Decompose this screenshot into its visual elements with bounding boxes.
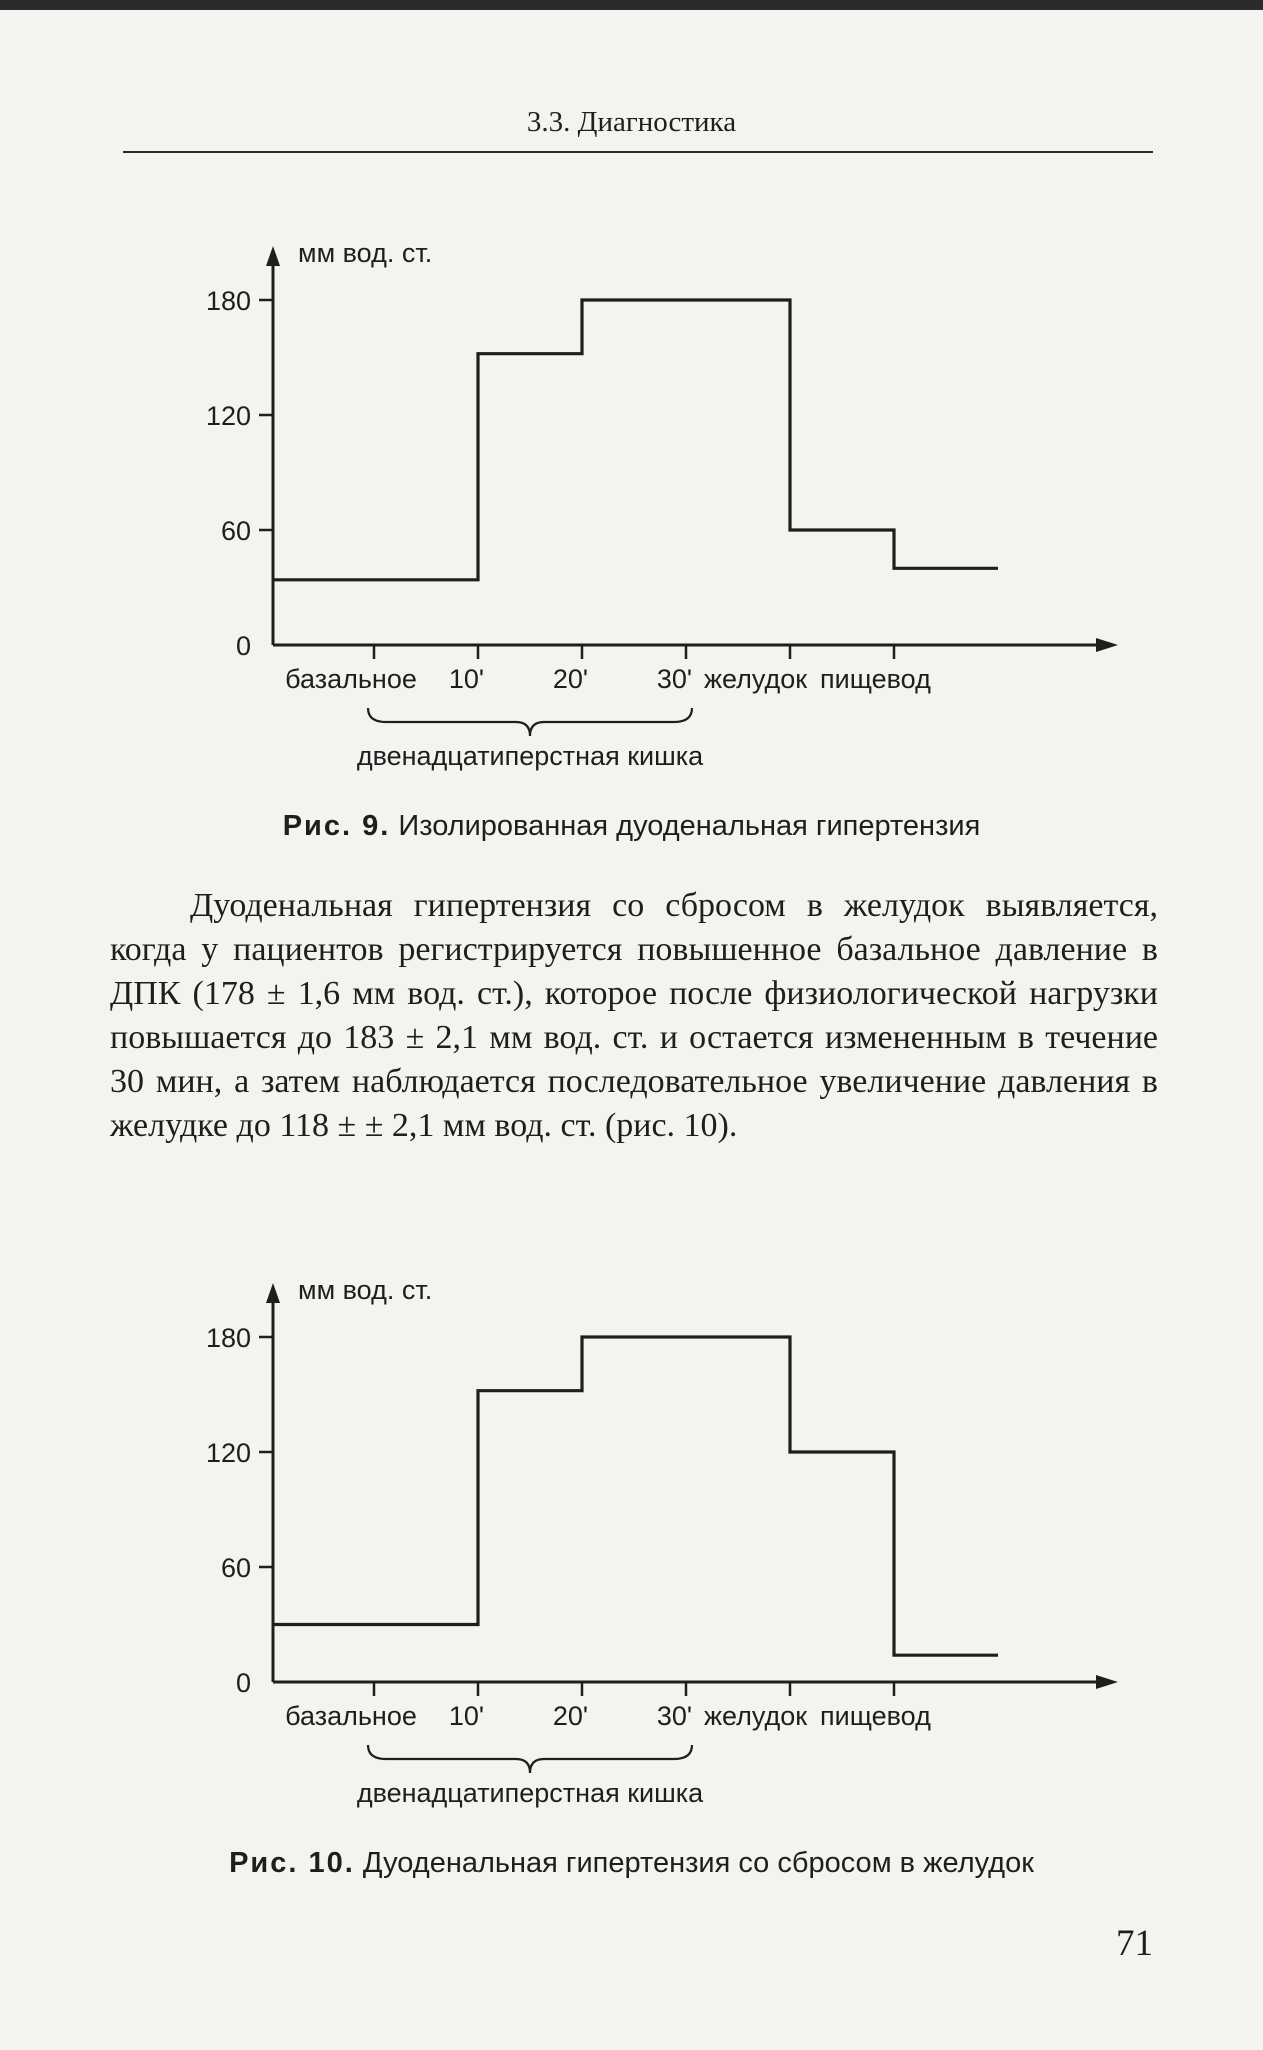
x-tick-label: 30' [656,664,692,694]
y-axis-arrow [266,246,280,266]
group-label: двенадцатиперстная кишка [356,741,704,771]
figure-10-caption-label: Рис. 10. [229,1847,355,1879]
figure-9-caption-label: Рис. 9. [282,810,391,842]
x-tick-label: пищевод [820,664,931,694]
y-tick-label: 180 [205,1323,251,1353]
x-tick-label: желудок [704,664,808,694]
y-tick-label: 0 [235,631,251,661]
body-paragraph: Дуоденальная гипертензия со сбросом в желудок выявляется, когда у пациентов регистрируется повышенное базальное давление в ДПК (178 ± 1,6 мм вод. ст.), которое после физиологической нагрузки повышается до 183 ± 2,1 мм вод. ст. и остается измененным в течение 30 мин, а затем наблюдается последовательное увеличение давления в желудке до 118 ± ± 2,1 мм вод. ст. (рис. 10). [110,887,1158,1144]
x-tick-label: 20' [552,1701,588,1731]
y-tick-label: 120 [205,401,251,431]
x-axis-arrow [1096,1675,1118,1689]
y-tick-label: 120 [205,1438,251,1468]
x-tick-label: базальное [285,664,417,694]
x-axis-arrow [1096,638,1118,652]
y-axis-arrow [266,1283,280,1303]
x-tick-label: 20' [552,664,588,694]
figure-9-caption-text: Изолированная дуоденальная гипертензия [398,810,981,842]
x-tick-label: 10' [448,664,484,694]
group-label: двенадцатиперстная кишка [356,1778,704,1808]
x-tick-label: пищевод [820,1701,931,1731]
page-number: 71 [1116,1923,1153,1964]
y-tick-label: 60 [220,516,251,546]
figure-10-caption [0,1847,1263,1880]
x-tick-label: 10' [448,1701,484,1731]
group-brace [368,1745,692,1773]
y-axis-label: мм вод. ст. [298,1275,433,1305]
figure-9-caption [0,810,1263,843]
step-series-line [273,1337,998,1655]
chart-figure-9 [0,190,1263,840]
y-axis-label: мм вод. ст. [298,238,433,268]
running-header: 3.3. Диагностика [526,106,737,138]
group-brace [368,708,692,736]
x-tick-label: базальное [285,1701,417,1731]
x-tick-label: 30' [656,1701,692,1731]
x-tick-label: желудок [704,1701,808,1731]
scan-top-edge [0,0,1263,10]
y-tick-label: 0 [235,1668,251,1698]
figure-10-caption-text: Дуоденальная гипертензия со сбросом в желудок [362,1847,1034,1879]
y-tick-label: 180 [205,286,251,316]
header-rule [123,151,1153,153]
chart-figure-10 [0,1227,1263,1877]
step-series-line [273,300,998,580]
y-tick-label: 60 [220,1553,251,1583]
